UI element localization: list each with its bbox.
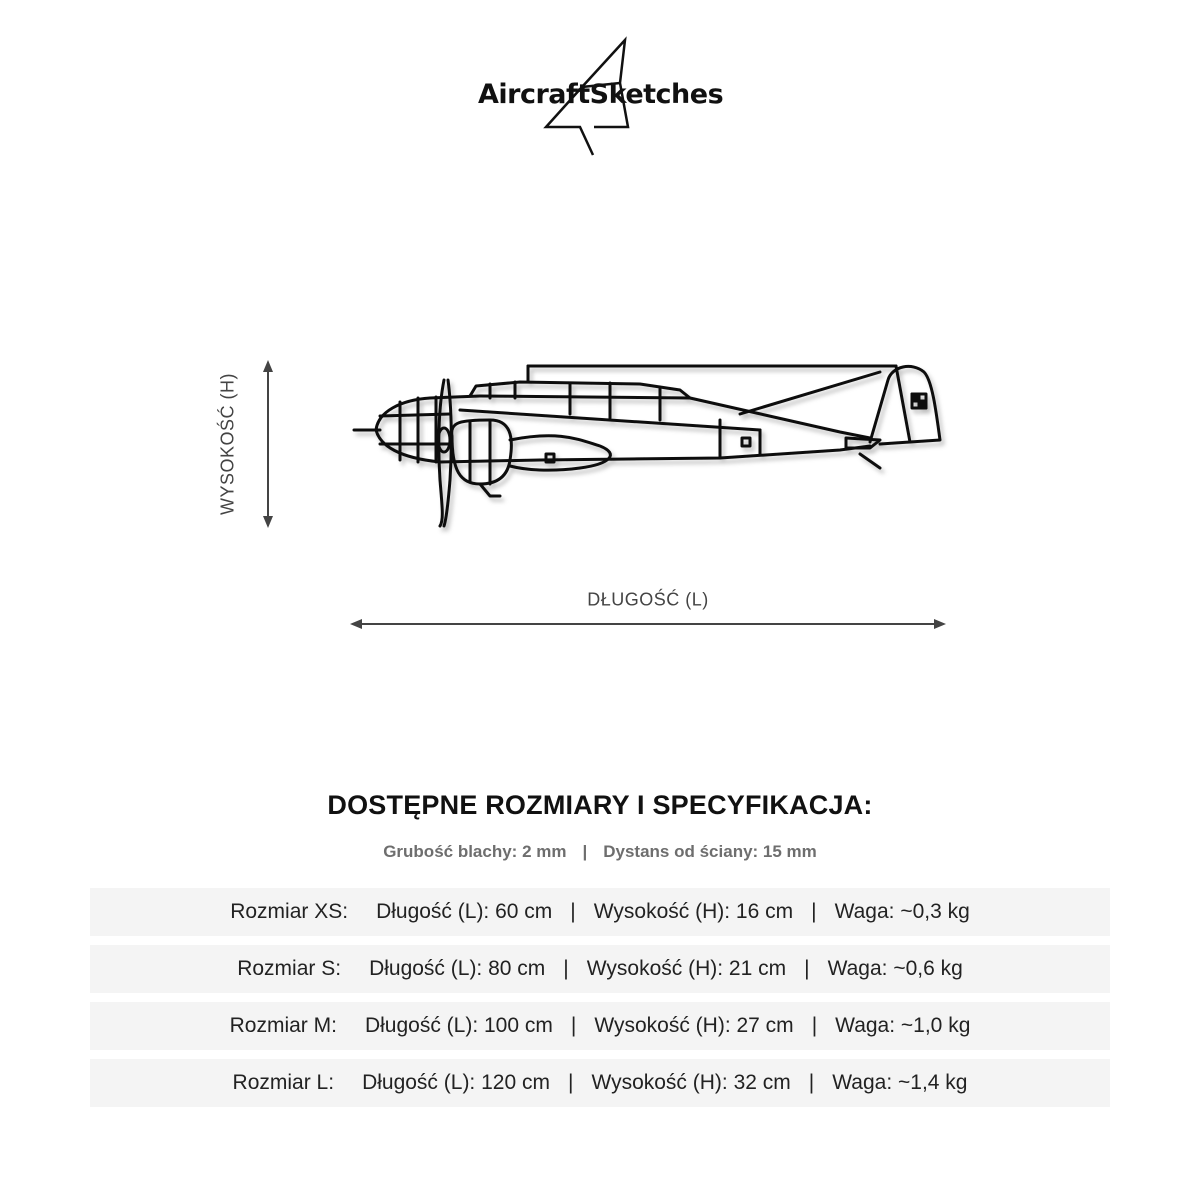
size-height: Wysokość (H): 21 cm [586,957,787,980]
size-length: Długość (L): 120 cm [362,1071,550,1094]
separator: | [811,1014,818,1037]
aircraft-silhouette-icon [340,350,960,540]
size-row-l [90,1059,1110,1107]
length-arrow-head-right [934,619,946,629]
size-row-m [90,1002,1110,1050]
size-name: Rozmiar XS: [230,900,349,923]
separator: | [570,1014,577,1037]
height-arrow-head-bottom [263,516,273,528]
size-length: Długość (L): 80 cm [369,957,546,980]
size-row-xs [90,888,1110,936]
height-label: WYSOKOŚĆ (H) [217,372,238,516]
separator: | [570,900,576,923]
size-weight: Waga: ~0,3 kg [834,900,970,923]
size-weight: Waga: ~1,4 kg [832,1071,968,1094]
length-arrow-head-left [350,619,362,629]
logo-text: AircraftSketches [478,79,724,110]
size-name: Rozmiar L: [232,1071,335,1094]
size-height: Wysokość (H): 32 cm [591,1071,791,1094]
size-row-s [90,945,1110,993]
size-name: Rozmiar M: [229,1014,337,1037]
size-name: Rozmiar S: [237,957,342,980]
separator: | [567,1071,574,1094]
size-weight: Waga: ~1,0 kg [835,1014,971,1037]
size-length: Długość (L): 100 cm [364,1014,553,1037]
specs-separator: | [582,842,588,861]
distance-spec: Dystans od ściany: 15 mm [603,842,817,861]
size-weight: Waga: ~0,6 kg [827,957,963,980]
separator: | [563,957,569,980]
separator: | [808,1071,815,1094]
specs-line [0,842,1200,862]
separator: | [811,900,817,923]
page-title: DOSTĘPNE ROZMIARY I SPECYFIKACJA: [327,790,873,820]
separator: | [804,957,810,980]
size-height: Wysokość (H): 16 cm [593,900,794,923]
thickness-spec: Grubość blachy: 2 mm [383,842,567,861]
size-height: Wysokość (H): 27 cm [594,1014,794,1037]
size-length: Długość (L): 60 cm [376,900,553,923]
height-arrow-head-top [263,360,273,372]
length-label: DŁUGOŚĆ (L) [587,589,709,610]
